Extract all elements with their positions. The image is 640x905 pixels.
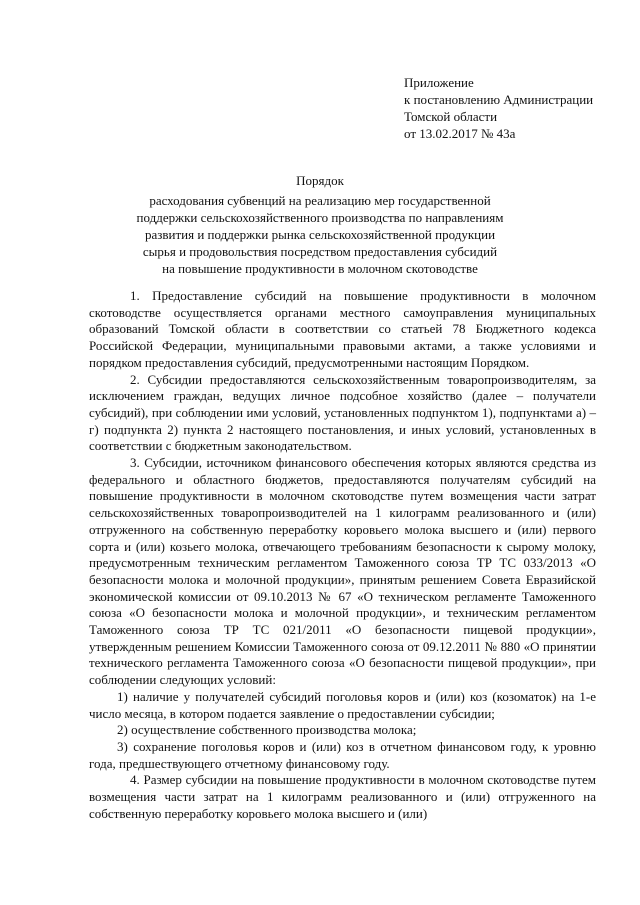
paragraph-4: 4. Размер субсидии на повышение продуктивности в молочном скотоводстве путем возмещения части затрат на 1 килограмм реализованного и (или) отгруженного на собственную переработку коровьего молока высшего и (или) [89,772,596,821]
title-line: сырья и продовольствия посредством предоставления субсидий [142,244,498,259]
document-body [89,288,596,823]
condition-3: 3) сохранение поголовья коров и (или) коз в отчетном финансовом году, к уровню года, предшествующего отчетному финансовому году. [89,738,596,771]
document-title [100,172,540,277]
condition-2: 2) осуществление собственного производства молока; [117,722,417,738]
paragraph-3: 3. Субсидии, источником финансового обеспечения которых являются средства из федерального и областного бюджетов, предоставляются получателям субсидий на повышение продуктивности в молочном скотоводстве путем возмещения части затрат сельскохозяйственных товаропроизводителей на 1 килограмм реализованного и (или) отгруженного на собственную переработку коровьего молока высшего и (или) первого сорта и (или) козьего молока, отвечающего требованиям безопасности к сырому молоку, предусмотренным техническим регламентом Таможенного союза ТР ТС 033/2013 «О безопасности молока и молочной продукции», принятым решением Совета Евразийской экономической комиссии от 09.10.2013 № 67 «О техническом регламенте Таможенного союза «О безопасности молока и молочной продукции», и техническим регламентом Таможенного союза ТР ТС 021/2011 «О безопасности пищевой продукции», утвержденным решением Комиссии Таможенного союза от 09.12.2011 № 880 «О принятии технического регламента Таможенного союза «О безопасности пищевой продукции», при соблюдении следующих условий: [89,455,596,688]
title-line: поддержки сельскохозяйственного производства по направлениям [136,210,504,225]
paragraph-2: 2. Субсидии предоставляются сельскохозяйственным товаропроизводителям, за исключением граждан, ведущих личное подсобное хозяйство (далее – получатели субсидий), при соблюдении ими условий, установленных подпунктом 1), подпунктами а) – г) подпункта 2) пункта 2 настоящего постановления, и иных условий, установленных в соответствии с бюджетным законодательством. [89,371,596,454]
condition-1: 1) наличие у получателей субсидий поголовья коров и (или) коз (козоматок) на 1-е число месяца, в котором подается заявление о предоставлении субсидии; [89,688,596,721]
paragraph-1: 1. Предоставление субсидий на повышение продуктивности в молочном скотоводстве осуществляется органами местного самоуправления муниципальных образований Томской области в соответствии со статьей 78 Бюджетного кодекса Российской Федерации, муниципальными правовыми актами, а также условиями и порядком предоставления субсидий, предусмотренными настоящим Порядком. [89,288,596,370]
attachment-date-number: от 13.02.2017 № 43а [404,126,516,141]
title-line: на повышение продуктивности в молочном скотоводстве [162,261,478,276]
attachment-region: Томской области [404,109,498,124]
title-heading: Порядок [296,173,344,188]
title-line: расходования субвенций на реализацию мер государственной [149,193,491,208]
title-line: развития и поддержки рынка сельскохозяйственной продукции [144,227,496,242]
attachment-label: Приложение [404,75,474,90]
attachment-note [404,74,634,142]
attachment-reference: к постановлению Администрации [404,92,594,107]
